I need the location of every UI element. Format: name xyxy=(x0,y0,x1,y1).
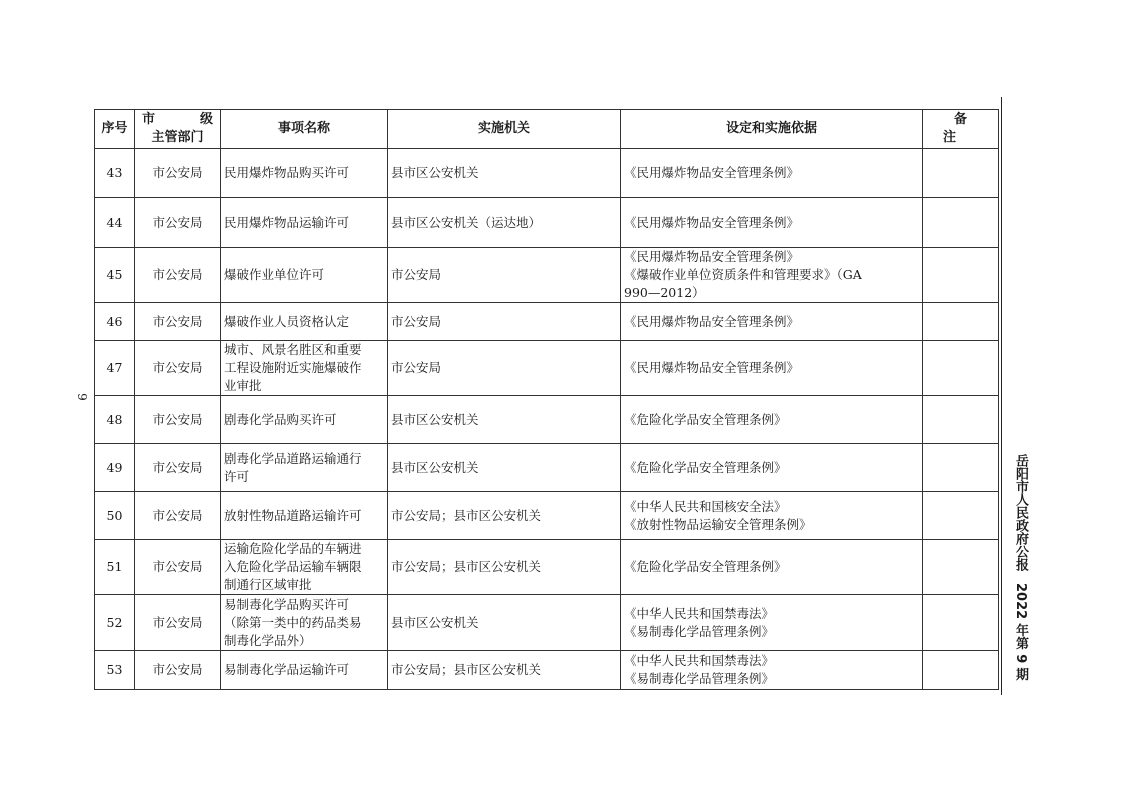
cell-item-line: 剧毒化学品购买许可 xyxy=(224,411,337,427)
header-dept-top-right: 级 xyxy=(199,112,213,127)
header-agency: 实施机关 xyxy=(388,110,621,149)
cell-basis-line: 《危险化学品安全管理条例》 xyxy=(624,411,787,427)
cell-basis xyxy=(621,198,923,248)
cell-item-line: 入危险化学品运输车辆限 xyxy=(224,559,362,574)
header-dept-top-left: 市 xyxy=(142,112,156,127)
cell-item-line: 工程设施附近实施爆破作 xyxy=(224,360,362,375)
cell-basis xyxy=(621,149,923,198)
cell-seq: 46 xyxy=(95,303,135,341)
header-item: 事项名称 xyxy=(221,110,388,149)
cell-basis xyxy=(621,341,923,396)
table-row xyxy=(95,444,999,492)
cell-item xyxy=(221,595,388,651)
cell-seq: 43 xyxy=(95,149,135,198)
cell-item-line: 爆破作业人员资格认定 xyxy=(224,313,350,329)
cell-basis-line: 《易制毒化学品管理条例》 xyxy=(624,671,775,686)
cell-item-line: （除第一类中的药品类易 xyxy=(224,614,362,630)
cell-agency: 市公安局；县市区公安机关 xyxy=(388,492,621,540)
cell-basis-line: 《爆破作业单位资质条件和管理要求》（GA xyxy=(624,267,862,282)
cell-item xyxy=(221,651,388,690)
cell-basis xyxy=(621,595,923,651)
header-basis: 设定和实施依据 xyxy=(621,110,923,149)
header-note-label: 备注 xyxy=(942,112,989,145)
cell-seq: 53 xyxy=(95,651,135,690)
cell-item xyxy=(221,248,388,303)
cell-seq: 49 xyxy=(95,444,135,492)
page-number: 9 xyxy=(74,393,89,401)
permit-table-container xyxy=(94,109,998,690)
cell-note xyxy=(923,198,999,248)
cell-basis xyxy=(621,444,923,492)
cell-basis xyxy=(621,540,923,595)
table-row xyxy=(95,341,999,396)
cell-seq: 44 xyxy=(95,198,135,248)
cell-basis-line: 《中华人民共和国禁毒法》 xyxy=(624,605,775,621)
header-seq: 序号 xyxy=(95,110,135,149)
cell-item-line: 城市、风景名胜区和重要 xyxy=(224,342,362,357)
cell-dept: 市公安局 xyxy=(135,341,221,396)
table-row xyxy=(95,149,999,198)
cell-note xyxy=(923,492,999,540)
cell-basis-line: 《民用爆炸物品安全管理条例》 xyxy=(624,214,800,230)
cell-item xyxy=(221,540,388,595)
cell-item-line: 放射性物品道路运输许可 xyxy=(224,507,362,523)
cell-item xyxy=(221,492,388,540)
table-row xyxy=(95,595,999,651)
cell-item-line: 剧毒化学品道路运输通行 xyxy=(224,450,362,466)
header-note xyxy=(923,110,999,149)
cell-agency: 县市区公安机关 xyxy=(388,149,621,198)
cell-item-line: 制毒化学品外） xyxy=(224,632,312,648)
cell-seq: 45 xyxy=(95,248,135,303)
cell-item-line: 业审批 xyxy=(224,378,262,393)
cell-item-line: 易制毒化学品运输许可 xyxy=(224,662,350,677)
cell-item xyxy=(221,198,388,248)
cell-basis-line: 《危险化学品安全管理条例》 xyxy=(624,459,787,475)
cell-note xyxy=(923,540,999,595)
cell-dept: 市公安局 xyxy=(135,492,221,540)
cell-seq: 48 xyxy=(95,396,135,444)
cell-basis-line: 《中华人民共和国核安全法》 xyxy=(624,498,787,514)
cell-basis-line: 《危险化学品安全管理条例》 xyxy=(624,559,787,574)
cell-seq: 47 xyxy=(95,341,135,396)
cell-note xyxy=(923,341,999,396)
cell-agency: 县市区公安机关 xyxy=(388,595,621,651)
cell-item-line: 运输危险化学品的车辆进 xyxy=(224,541,362,556)
permit-table xyxy=(94,109,999,690)
table-row xyxy=(95,492,999,540)
cell-dept: 市公安局 xyxy=(135,444,221,492)
cell-item xyxy=(221,149,388,198)
cell-basis xyxy=(621,492,923,540)
cell-note xyxy=(923,303,999,341)
cell-dept: 市公安局 xyxy=(135,540,221,595)
table-body xyxy=(95,149,999,690)
table-row xyxy=(95,651,999,690)
table-row xyxy=(95,198,999,248)
journal-title: 岳阳市人民政府公报 xyxy=(1013,454,1028,571)
cell-seq: 52 xyxy=(95,595,135,651)
cell-dept: 市公安局 xyxy=(135,396,221,444)
cell-agency: 市公安局 xyxy=(388,341,621,396)
cell-agency: 市公安局；县市区公安机关 xyxy=(388,540,621,595)
cell-basis-line: 《中华人民共和国禁毒法》 xyxy=(624,653,775,668)
cell-basis-line: 《民用爆炸物品安全管理条例》 xyxy=(624,249,800,264)
cell-agency: 县市区公安机关 xyxy=(388,444,621,492)
cell-note xyxy=(923,444,999,492)
cell-item xyxy=(221,303,388,341)
cell-agency: 市公安局 xyxy=(388,303,621,341)
cell-basis xyxy=(621,396,923,444)
side-rule xyxy=(1001,97,1002,695)
cell-agency: 市公安局；县市区公安机关 xyxy=(388,651,621,690)
cell-item xyxy=(221,341,388,396)
cell-dept: 市公安局 xyxy=(135,303,221,341)
header-dept xyxy=(135,110,221,149)
cell-dept: 市公安局 xyxy=(135,651,221,690)
cell-note xyxy=(923,248,999,303)
issue-label: 2022 年第 9 期 xyxy=(1013,583,1028,681)
cell-basis-line: 《易制毒化学品管理条例》 xyxy=(624,623,775,639)
cell-dept: 市公安局 xyxy=(135,595,221,651)
cell-basis xyxy=(621,303,923,341)
cell-item xyxy=(221,396,388,444)
table-row xyxy=(95,303,999,341)
cell-seq: 51 xyxy=(95,540,135,595)
cell-seq: 50 xyxy=(95,492,135,540)
cell-item-line: 许可 xyxy=(224,468,250,484)
cell-dept: 市公安局 xyxy=(135,198,221,248)
cell-note xyxy=(923,149,999,198)
cell-item-line: 民用爆炸物品运输许可 xyxy=(224,214,350,230)
cell-note xyxy=(923,396,999,444)
cell-basis-line: 《放射性物品运输安全管理条例》 xyxy=(624,516,812,532)
cell-dept: 市公安局 xyxy=(135,248,221,303)
cell-note xyxy=(923,651,999,690)
cell-item-line: 民用爆炸物品购买许可 xyxy=(224,165,350,180)
cell-basis xyxy=(621,248,923,303)
table-header-row xyxy=(95,110,999,149)
cell-basis xyxy=(621,651,923,690)
side-header xyxy=(1007,454,1029,681)
cell-basis-line: 《民用爆炸物品安全管理条例》 xyxy=(624,313,800,329)
cell-agency: 市公安局 xyxy=(388,248,621,303)
cell-item-line: 制通行区域审批 xyxy=(224,577,312,592)
cell-item xyxy=(221,444,388,492)
table-row xyxy=(95,248,999,303)
cell-agency: 县市区公安机关 xyxy=(388,396,621,444)
cell-item-line: 易制毒化学品购买许可 xyxy=(224,596,350,612)
header-dept-bottom: 主管部门 xyxy=(151,130,204,145)
cell-basis-line: 990—2012） xyxy=(624,285,705,300)
cell-basis-line: 《民用爆炸物品安全管理条例》 xyxy=(624,165,800,180)
table-row xyxy=(95,540,999,595)
cell-agency: 县市区公安机关（运达地） xyxy=(388,198,621,248)
cell-dept: 市公安局 xyxy=(135,149,221,198)
cell-note xyxy=(923,595,999,651)
cell-item-line: 爆破作业单位许可 xyxy=(224,267,325,282)
table-row xyxy=(95,396,999,444)
cell-basis-line: 《民用爆炸物品安全管理条例》 xyxy=(624,360,800,375)
